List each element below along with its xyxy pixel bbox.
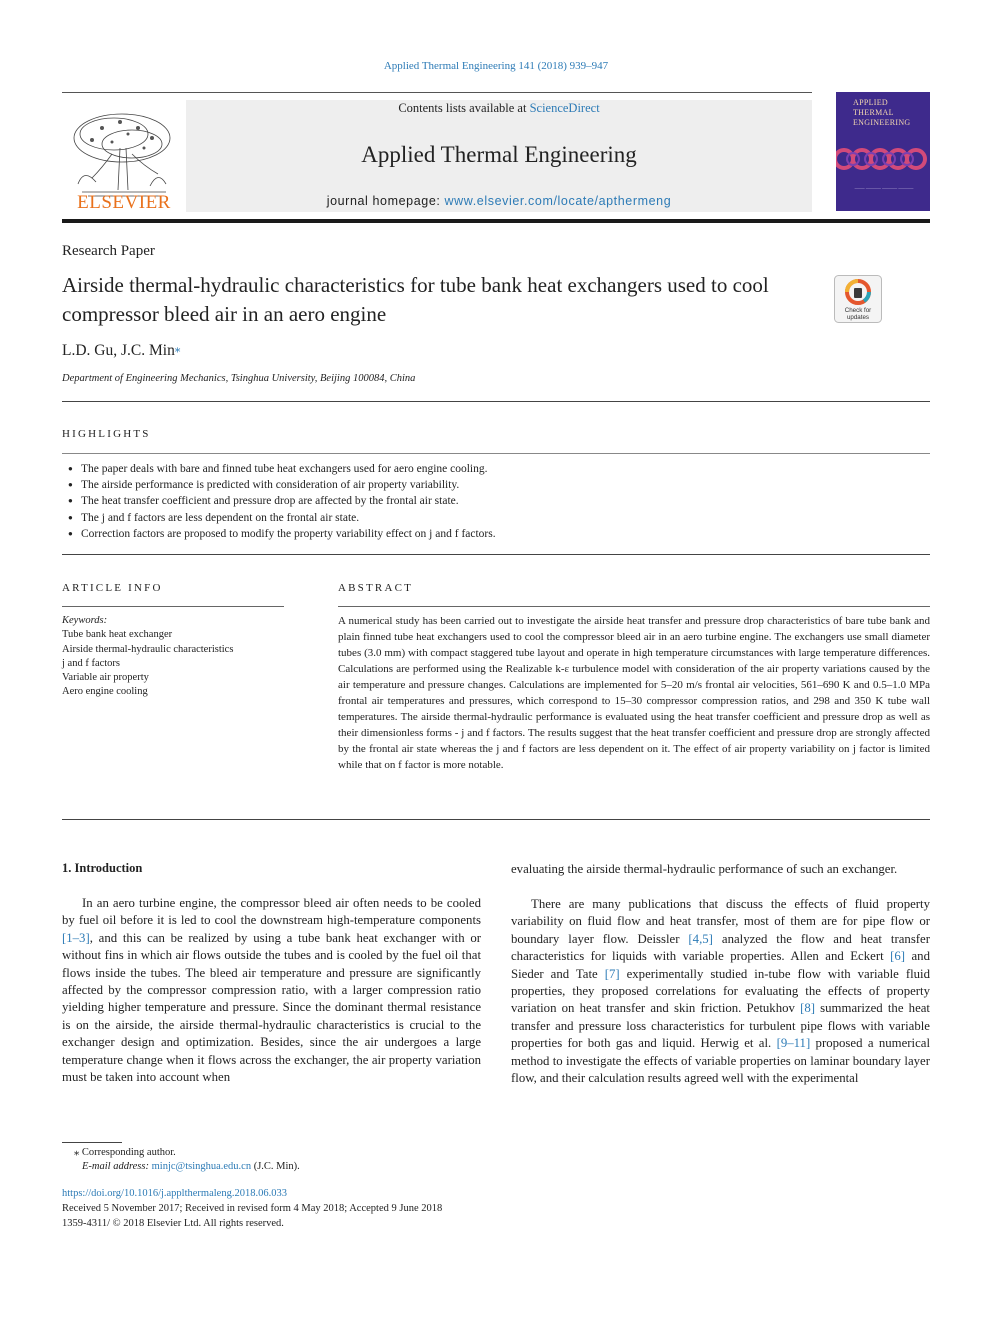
cover-title: APPLIED THERMAL ENGINEERING xyxy=(853,98,911,127)
email-link[interactable]: minjc@tsinghua.edu.cn xyxy=(151,1161,252,1172)
article-type: Research Paper xyxy=(62,243,155,259)
article-info-heading: ARTICLE INFO xyxy=(62,582,163,594)
cover-footer-strip: —— ——— ——— ——— xyxy=(854,187,914,192)
author-list xyxy=(62,342,180,360)
highlight-item: ● The heat transfer coefficient and pressure drop are affected by the frontal air state. xyxy=(66,493,926,509)
svg-text:Check for: Check for xyxy=(844,307,872,314)
body-text-right-continuation: evaluating the airside thermal-hydraulic performance of such an exchanger. xyxy=(511,862,898,876)
journal-citation[interactable]: Applied Thermal Engineering 141 (2018) 939–947 xyxy=(383,60,609,72)
highlight-item: ● The paper deals with bare and finned tube heat exchangers used for aero engine cooling. xyxy=(66,461,926,477)
doi-link[interactable]: https://doi.org/10.1016/j.applthermaleng.2018.06.033 xyxy=(62,1188,287,1199)
reference-citation-link[interactable]: [9–11] xyxy=(776,1036,811,1051)
footnote-email xyxy=(82,1161,300,1172)
journal-title: Applied Thermal Engineering xyxy=(361,142,637,167)
keywords-heading: Keywords: xyxy=(62,615,108,626)
footnote-rule xyxy=(62,1142,122,1143)
svg-text:updates: updates xyxy=(846,314,870,321)
highlights-bottom-rule xyxy=(62,554,930,555)
reference-citation-link[interactable]: [7] xyxy=(604,966,620,981)
highlight-item: ● The airside performance is predicted with consideration of air property variability. xyxy=(66,477,926,493)
header-top-rule xyxy=(62,92,812,93)
highlight-item: ● The j and f factors are less dependent on the frontal air state. xyxy=(66,510,926,526)
section-heading-introduction: 1. Introduction xyxy=(62,861,143,875)
keyword-item: Tube bank heat exchanger xyxy=(62,629,173,641)
contents-prefix: Contents lists available at xyxy=(398,101,530,115)
highlight-item: ● Correction factors are proposed to modify the property variability effect on j and f factors. xyxy=(66,526,926,542)
reference-citation-link[interactable]: [6] xyxy=(890,949,906,964)
cover-pattern-icon xyxy=(836,142,930,176)
journal-homepage-link[interactable]: www.elsevier.com/locate/apthermeng xyxy=(444,194,672,208)
footnote-corresponding-author: ⁎ Corresponding author. xyxy=(74,1147,176,1158)
reference-citation-link[interactable]: [8] xyxy=(800,1001,815,1016)
email-suffix: (J.C. Min). xyxy=(251,1161,300,1172)
keyword-item: Variable air property xyxy=(62,672,149,684)
keywords-block xyxy=(62,614,288,700)
contents-line xyxy=(186,101,812,116)
highlights-top-rule xyxy=(62,401,930,402)
elsevier-wordmark: ELSEVIER xyxy=(77,192,171,213)
reference-citation-link[interactable]: [4,5] xyxy=(688,931,713,946)
keyword-item: Airside thermal-hydraulic characteristics xyxy=(62,643,234,655)
highlights-list xyxy=(66,461,926,542)
header-bottom-rule xyxy=(62,219,930,223)
sciencedirect-link[interactable]: ScienceDirect xyxy=(529,101,600,115)
received-dates: Received 5 November 2017; Received in revised form 4 May 2018; Accepted 9 June 2018 xyxy=(62,1203,443,1214)
abstract-heading: ABSTRACT xyxy=(338,582,414,594)
keyword-item: Aero engine cooling xyxy=(62,686,148,698)
abstract-rule xyxy=(338,606,930,607)
highlights-inner-rule xyxy=(62,453,930,454)
body-text-left-column: In an aero turbine engine, the compressor bleed air often needs to be cooled by fuel oil before it is led to cool the downstream high-temperature components [1–3], and this can be realized by using a tube bank heat exchanger with or without fins in which air flows outside the tubes and is cooled by the fuel oil that flows inside the tubes. The bleed air temperature and pressure are significantly affected by the compressor compression ratio, with a larger compression ratio yielding higher temperature and pressure. Since the dominant thermal resistance is on the airside, the airside thermal-hydraulic characteristics is crucial to the exchanger design and optimization. Besides, since the air undergoes a large temperature change when it flows across the exchanger, the air property variation must be taken into account when xyxy=(62,896,481,1085)
abstract-bottom-rule xyxy=(62,819,930,820)
article-info-rule xyxy=(62,606,284,607)
copyright-line: 1359-4311/ © 2018 Elsevier Ltd. All rights reserved. xyxy=(62,1218,284,1229)
email-label: E-mail address: xyxy=(82,1161,152,1172)
reference-citation-link[interactable]: [1–3] xyxy=(62,930,90,945)
corresponding-author-mark[interactable]: ⁎ xyxy=(174,343,181,355)
keyword-item: j and f factors xyxy=(62,657,121,669)
author-affiliation: Department of Engineering Mechanics, Tsinghua University, Beijing 100084, China xyxy=(62,373,416,384)
paper-title: Airside thermal-hydraulic characteristics for tube bank heat exchangers used to cool compressor bleed air in an aero engine xyxy=(62,273,769,326)
journal-homepage-line xyxy=(186,194,812,208)
abstract-text: A numerical study has been carried out to investigate the airside heat transfer and pressure drop characteristics of bare tube bank and plain finned tube heat exchangers used to cool the compressor bleed air in an aero turbine engine. The exchangers use small diameter tubes (3.0 mm) with compact staggered tube layout and operate in high temperature circumstances with large temperature differences. Calculations are performed using the Realizable k-ε turbulence model with consideration of the air property variations caused by the air temperature and pressure changes. Calculations are implemented for 5–20 m/s frontal air velocities, 561–690 K and 0.5–1.0 MPa frontal air temperatures and pressures, which correspond to 15–30 compressor compression ratios, and 298 and 350 K tube wall temperatures. The airside thermal-hydraulic performance is evaluated using the heat transfer coefficient and pressure drop as well as their dimensionless forms - j and f factors. The results suggest that the heat transfer coefficient and pressure drop are strongly affected by the frontal air state whereas the j and f factors are less dependent on it. The effect of air property variability on j factor is limited while that on f factor is more notable. xyxy=(338,615,930,771)
highlights-heading: HIGHLIGHTS xyxy=(62,428,151,440)
journal-cover-image[interactable] xyxy=(836,92,930,211)
homepage-prefix: journal homepage: xyxy=(326,194,445,208)
author-names: L.D. Gu, J.C. Min xyxy=(62,342,175,359)
check-for-updates-icon[interactable] xyxy=(834,275,882,323)
body-text-right-column: There are many publications that discuss the effects of fluid property variability on fluid flow and heat transfer, most of them are for pipe flow or boundary layer flow. Deissler [4,5] analyzed the flow and heat transfer characteristics for liquids with variable properties. Allen and Eckert [6] and Sieder and Tate [7] experimentally studied in-tube flow with variable fluid properties, they proposed correlations for evaluating the effects of property variation on heat transfer and skin friction. Petukhov [8] summarized the heat transfer and pressure loss characteristics for turbulent pipe flows with variable properties for both gas and liquid. Herwig et al. [9–11] proposed a numerical method to investigate the effects of variable properties on laminar boundary layer flow, and their calculation results agreed well with the experimental xyxy=(511,897,931,1086)
